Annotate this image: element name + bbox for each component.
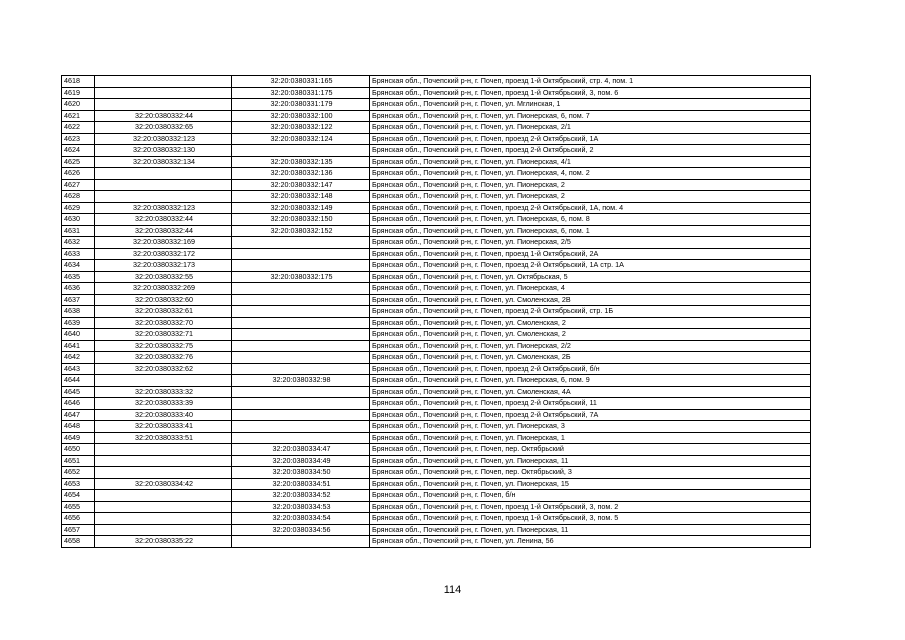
cadastral-number-cell bbox=[95, 501, 232, 513]
table-row bbox=[62, 478, 811, 490]
registry-table bbox=[61, 75, 811, 548]
cadastral-number-cell: 32:20:0380332:62 bbox=[95, 363, 232, 375]
row-number-cell: 4623 bbox=[62, 133, 95, 145]
object-cadastral-number-cell: 32:20:0380334:51 bbox=[232, 478, 370, 490]
table-row bbox=[62, 283, 811, 295]
address-cell: Брянская обл., Почепский р-н, г. Почеп, проезд 2-й Октябрьский, 1А, пом. 4 bbox=[370, 202, 811, 214]
address-cell: Брянская обл., Почепский р-н, г. Почеп, проезд 1-й Октябрьский, 3, пом. 2 bbox=[370, 501, 811, 513]
object-cadastral-number-cell bbox=[232, 386, 370, 398]
address-cell: Брянская обл., Почепский р-н, г. Почеп, проезд 1-й Октябрьский, 3, пом. 6 bbox=[370, 87, 811, 99]
row-number-cell: 4618 bbox=[62, 76, 95, 88]
row-number-cell: 4648 bbox=[62, 421, 95, 433]
object-cadastral-number-cell bbox=[232, 536, 370, 548]
address-cell: Брянская обл., Почепский р-н, г. Почеп, ул. Смоленская, 2Б bbox=[370, 352, 811, 364]
object-cadastral-number-cell: 32:20:0380334:47 bbox=[232, 444, 370, 456]
row-number-cell: 4657 bbox=[62, 524, 95, 536]
address-cell: Брянская обл., Почепский р-н, г. Почеп, ул. Пионерская, 1 bbox=[370, 432, 811, 444]
object-cadastral-number-cell: 32:20:0380332:136 bbox=[232, 168, 370, 180]
row-number-cell: 4636 bbox=[62, 283, 95, 295]
table-row bbox=[62, 237, 811, 249]
object-cadastral-number-cell: 32:20:0380331:165 bbox=[232, 76, 370, 88]
address-cell: Брянская обл., Почепский р-н, г. Почеп, ул. Пионерская, 4, пом. 2 bbox=[370, 168, 811, 180]
object-cadastral-number-cell: 32:20:0380332:147 bbox=[232, 179, 370, 191]
object-cadastral-number-cell: 32:20:0380332:122 bbox=[232, 122, 370, 134]
row-number-cell: 4621 bbox=[62, 110, 95, 122]
address-cell: Брянская обл., Почепский р-н, г. Почеп, ул. Пионерская, 2/1 bbox=[370, 122, 811, 134]
table-row bbox=[62, 490, 811, 502]
address-cell: Брянская обл., Почепский р-н, г. Почеп, пер. Октябрьский, 3 bbox=[370, 467, 811, 479]
row-number-cell: 4620 bbox=[62, 99, 95, 111]
address-cell: Брянская обл., Почепский р-н, г. Почеп, ул. Смоленская, 2 bbox=[370, 317, 811, 329]
row-number-cell: 4641 bbox=[62, 340, 95, 352]
address-cell: Брянская обл., Почепский р-н, г. Почеп, ул. Пионерская, 6, пом. 9 bbox=[370, 375, 811, 387]
cadastral-number-cell: 32:20:0380334:42 bbox=[95, 478, 232, 490]
object-cadastral-number-cell: 32:20:0380334:56 bbox=[232, 524, 370, 536]
row-number-cell: 4637 bbox=[62, 294, 95, 306]
address-cell: Брянская обл., Почепский р-н, г. Почеп, проезд 2-й Октябрьский, 7А bbox=[370, 409, 811, 421]
row-number-cell: 4633 bbox=[62, 248, 95, 260]
table-row bbox=[62, 409, 811, 421]
object-cadastral-number-cell: 32:20:0380332:152 bbox=[232, 225, 370, 237]
cadastral-number-cell: 32:20:0380332:173 bbox=[95, 260, 232, 272]
cadastral-number-cell: 32:20:0380332:130 bbox=[95, 145, 232, 157]
table-row bbox=[62, 168, 811, 180]
cadastral-number-cell: 32:20:0380332:44 bbox=[95, 225, 232, 237]
table-row bbox=[62, 225, 811, 237]
object-cadastral-number-cell bbox=[232, 306, 370, 318]
row-number-cell: 4644 bbox=[62, 375, 95, 387]
table-row bbox=[62, 248, 811, 260]
address-cell: Брянская обл., Почепский р-н, г. Почеп, ул. Пионерская, 4 bbox=[370, 283, 811, 295]
address-cell: Брянская обл., Почепский р-н, г. Почеп, ул. Пионерская, 2/5 bbox=[370, 237, 811, 249]
object-cadastral-number-cell: 32:20:0380334:53 bbox=[232, 501, 370, 513]
row-number-cell: 4624 bbox=[62, 145, 95, 157]
cadastral-number-cell: 32:20:0380332:70 bbox=[95, 317, 232, 329]
table-row bbox=[62, 271, 811, 283]
registry-table-body bbox=[62, 76, 811, 548]
table-row bbox=[62, 432, 811, 444]
cadastral-number-cell bbox=[95, 524, 232, 536]
table-row bbox=[62, 76, 811, 88]
table-row bbox=[62, 202, 811, 214]
table-row bbox=[62, 122, 811, 134]
table-row bbox=[62, 501, 811, 513]
object-cadastral-number-cell bbox=[232, 294, 370, 306]
address-cell: Брянская обл., Почепский р-н, г. Почеп, проезд 2-й Октябрьский, стр. 1Б bbox=[370, 306, 811, 318]
cadastral-number-cell: 32:20:0380332:169 bbox=[95, 237, 232, 249]
address-cell: Брянская обл., Почепский р-н, г. Почеп, проезд 2-й Октябрьский, 2 bbox=[370, 145, 811, 157]
address-cell: Брянская обл., Почепский р-н, г. Почеп, ул. Пионерская, 2/2 bbox=[370, 340, 811, 352]
object-cadastral-number-cell bbox=[232, 237, 370, 249]
table-row bbox=[62, 156, 811, 168]
cadastral-number-cell: 32:20:0380332:60 bbox=[95, 294, 232, 306]
table-row bbox=[62, 536, 811, 548]
address-cell: Брянская обл., Почепский р-н, г. Почеп, ул. Пионерская, 3 bbox=[370, 421, 811, 433]
cadastral-number-cell bbox=[95, 513, 232, 525]
table-row bbox=[62, 467, 811, 479]
row-number-cell: 4629 bbox=[62, 202, 95, 214]
object-cadastral-number-cell bbox=[232, 421, 370, 433]
object-cadastral-number-cell: 32:20:0380332:98 bbox=[232, 375, 370, 387]
table-row bbox=[62, 133, 811, 145]
table-row bbox=[62, 386, 811, 398]
address-cell: Брянская обл., Почепский р-н, г. Почеп, ул. Пионерская, 4/1 bbox=[370, 156, 811, 168]
cadastral-number-cell: 32:20:0380332:123 bbox=[95, 202, 232, 214]
object-cadastral-number-cell bbox=[232, 317, 370, 329]
table-row bbox=[62, 145, 811, 157]
address-cell: Брянская обл., Почепский р-н, г. Почеп, ул. Ленина, 56 bbox=[370, 536, 811, 548]
address-cell: Брянская обл., Почепский р-н, г. Почеп, б/н bbox=[370, 490, 811, 502]
cadastral-number-cell: 32:20:0380332:76 bbox=[95, 352, 232, 364]
row-number-cell: 4640 bbox=[62, 329, 95, 341]
table-row bbox=[62, 99, 811, 111]
cadastral-number-cell: 32:20:0380332:172 bbox=[95, 248, 232, 260]
cadastral-number-cell bbox=[95, 467, 232, 479]
cadastral-number-cell: 32:20:0380335:22 bbox=[95, 536, 232, 548]
object-cadastral-number-cell: 32:20:0380334:49 bbox=[232, 455, 370, 467]
object-cadastral-number-cell bbox=[232, 283, 370, 295]
cadastral-number-cell: 32:20:0380333:51 bbox=[95, 432, 232, 444]
address-cell: Брянская обл., Почепский р-н, г. Почеп, проезд 2-й Октябрьский, 1А стр. 1А bbox=[370, 260, 811, 272]
address-cell: Брянская обл., Почепский р-н, г. Почеп, пер. Октябрьский bbox=[370, 444, 811, 456]
row-number-cell: 4643 bbox=[62, 363, 95, 375]
object-cadastral-number-cell: 32:20:0380334:54 bbox=[232, 513, 370, 525]
row-number-cell: 4634 bbox=[62, 260, 95, 272]
row-number-cell: 4630 bbox=[62, 214, 95, 226]
object-cadastral-number-cell: 32:20:0380332:124 bbox=[232, 133, 370, 145]
address-cell: Брянская обл., Почепский р-н, г. Почеп, ул. Мглинская, 1 bbox=[370, 99, 811, 111]
object-cadastral-number-cell: 32:20:0380332:175 bbox=[232, 271, 370, 283]
address-cell: Брянская обл., Почепский р-н, г. Почеп, ул. Смоленская, 2 bbox=[370, 329, 811, 341]
table-row bbox=[62, 87, 811, 99]
cadastral-number-cell bbox=[95, 87, 232, 99]
table-row bbox=[62, 455, 811, 467]
object-cadastral-number-cell bbox=[232, 409, 370, 421]
table-row bbox=[62, 191, 811, 203]
row-number-cell: 4654 bbox=[62, 490, 95, 502]
row-number-cell: 4642 bbox=[62, 352, 95, 364]
address-cell: Брянская обл., Почепский р-н, г. Почеп, ул. Пионерская, 11 bbox=[370, 524, 811, 536]
table-row bbox=[62, 352, 811, 364]
table-row bbox=[62, 260, 811, 272]
object-cadastral-number-cell: 32:20:0380332:100 bbox=[232, 110, 370, 122]
object-cadastral-number-cell: 32:20:0380331:179 bbox=[232, 99, 370, 111]
cadastral-number-cell bbox=[95, 444, 232, 456]
address-cell: Брянская обл., Почепский р-н, г. Почеп, ул. Смоленская, 4А bbox=[370, 386, 811, 398]
object-cadastral-number-cell bbox=[232, 340, 370, 352]
table-row bbox=[62, 375, 811, 387]
table-row bbox=[62, 214, 811, 226]
cadastral-number-cell: 32:20:0380332:65 bbox=[95, 122, 232, 134]
row-number-cell: 4628 bbox=[62, 191, 95, 203]
address-cell: Брянская обл., Почепский р-н, г. Почеп, проезд 1-й Октябрьский, 2А bbox=[370, 248, 811, 260]
row-number-cell: 4651 bbox=[62, 455, 95, 467]
table-row bbox=[62, 179, 811, 191]
row-number-cell: 4635 bbox=[62, 271, 95, 283]
table-row bbox=[62, 329, 811, 341]
address-cell: Брянская обл., Почепский р-н, г. Почеп, ул. Пионерская, 2 bbox=[370, 191, 811, 203]
row-number-cell: 4653 bbox=[62, 478, 95, 490]
row-number-cell: 4658 bbox=[62, 536, 95, 548]
row-number-cell: 4625 bbox=[62, 156, 95, 168]
cadastral-number-cell: 32:20:0380332:44 bbox=[95, 214, 232, 226]
address-cell: Брянская обл., Почепский р-н, г. Почеп, ул. Пионерская, 2 bbox=[370, 179, 811, 191]
object-cadastral-number-cell bbox=[232, 363, 370, 375]
table-row bbox=[62, 398, 811, 410]
object-cadastral-number-cell bbox=[232, 248, 370, 260]
cadastral-number-cell bbox=[95, 191, 232, 203]
address-cell: Брянская обл., Почепский р-н, г. Почеп, ул. Пионерская, 15 bbox=[370, 478, 811, 490]
address-cell: Брянская обл., Почепский р-н, г. Почеп, проезд 1-й Октябрьский, 3, пом. 5 bbox=[370, 513, 811, 525]
row-number-cell: 4655 bbox=[62, 501, 95, 513]
table-row bbox=[62, 421, 811, 433]
object-cadastral-number-cell bbox=[232, 260, 370, 272]
cadastral-number-cell: 32:20:0380333:41 bbox=[95, 421, 232, 433]
row-number-cell: 4650 bbox=[62, 444, 95, 456]
address-cell: Брянская обл., Почепский р-н, г. Почеп, ул. Пионерская, 11 bbox=[370, 455, 811, 467]
cadastral-number-cell: 32:20:0380332:55 bbox=[95, 271, 232, 283]
address-cell: Брянская обл., Почепский р-н, г. Почеп, ул. Пионерская, 6, пом. 7 bbox=[370, 110, 811, 122]
cadastral-number-cell bbox=[95, 179, 232, 191]
cadastral-number-cell: 32:20:0380333:39 bbox=[95, 398, 232, 410]
cadastral-number-cell: 32:20:0380332:134 bbox=[95, 156, 232, 168]
table-row bbox=[62, 444, 811, 456]
object-cadastral-number-cell bbox=[232, 398, 370, 410]
object-cadastral-number-cell: 32:20:0380332:135 bbox=[232, 156, 370, 168]
object-cadastral-number-cell bbox=[232, 432, 370, 444]
table-row bbox=[62, 317, 811, 329]
table-row bbox=[62, 363, 811, 375]
object-cadastral-number-cell bbox=[232, 145, 370, 157]
row-number-cell: 4638 bbox=[62, 306, 95, 318]
row-number-cell: 4627 bbox=[62, 179, 95, 191]
object-cadastral-number-cell: 32:20:0380332:148 bbox=[232, 191, 370, 203]
row-number-cell: 4639 bbox=[62, 317, 95, 329]
address-cell: Брянская обл., Почепский р-н, г. Почеп, проезд 2-й Октябрьский, 11 bbox=[370, 398, 811, 410]
object-cadastral-number-cell: 32:20:0380331:175 bbox=[232, 87, 370, 99]
cadastral-number-cell: 32:20:0380332:269 bbox=[95, 283, 232, 295]
cadastral-number-cell: 32:20:0380332:75 bbox=[95, 340, 232, 352]
address-cell: Брянская обл., Почепский р-н, г. Почеп, проезд 2-й Октябрьский, 1А bbox=[370, 133, 811, 145]
row-number-cell: 4622 bbox=[62, 122, 95, 134]
object-cadastral-number-cell: 32:20:0380334:50 bbox=[232, 467, 370, 479]
table-row bbox=[62, 340, 811, 352]
row-number-cell: 4619 bbox=[62, 87, 95, 99]
cadastral-number-cell bbox=[95, 375, 232, 387]
row-number-cell: 4652 bbox=[62, 467, 95, 479]
cadastral-number-cell: 32:20:0380333:32 bbox=[95, 386, 232, 398]
object-cadastral-number-cell bbox=[232, 329, 370, 341]
object-cadastral-number-cell bbox=[232, 352, 370, 364]
cadastral-number-cell: 32:20:0380332:61 bbox=[95, 306, 232, 318]
object-cadastral-number-cell: 32:20:0380332:149 bbox=[232, 202, 370, 214]
object-cadastral-number-cell: 32:20:0380332:150 bbox=[232, 214, 370, 226]
table-row bbox=[62, 294, 811, 306]
row-number-cell: 4631 bbox=[62, 225, 95, 237]
row-number-cell: 4647 bbox=[62, 409, 95, 421]
cadastral-number-cell: 32:20:0380332:71 bbox=[95, 329, 232, 341]
table-row bbox=[62, 306, 811, 318]
row-number-cell: 4649 bbox=[62, 432, 95, 444]
cadastral-number-cell: 32:20:0380332:123 bbox=[95, 133, 232, 145]
address-cell: Брянская обл., Почепский р-н, г. Почеп, ул. Октябрьская, 5 bbox=[370, 271, 811, 283]
address-cell: Брянская обл., Почепский р-н, г. Почеп, ул. Смоленская, 2В bbox=[370, 294, 811, 306]
cadastral-number-cell bbox=[95, 99, 232, 111]
cadastral-number-cell bbox=[95, 490, 232, 502]
page-number: 114 bbox=[443, 584, 462, 596]
table-row bbox=[62, 110, 811, 122]
table-row bbox=[62, 513, 811, 525]
address-cell: Брянская обл., Почепский р-н, г. Почеп, ул. Пионерская, 6, пом. 8 bbox=[370, 214, 811, 226]
address-cell: Брянская обл., Почепский р-н, г. Почеп, проезд 1-й Октябрьский, стр. 4, пом. 1 bbox=[370, 76, 811, 88]
row-number-cell: 4656 bbox=[62, 513, 95, 525]
row-number-cell: 4646 bbox=[62, 398, 95, 410]
address-cell: Брянская обл., Почепский р-н, г. Почеп, проезд 2-й Октябрьский, б/н bbox=[370, 363, 811, 375]
object-cadastral-number-cell: 32:20:0380334:52 bbox=[232, 490, 370, 502]
cadastral-number-cell bbox=[95, 168, 232, 180]
table-row bbox=[62, 524, 811, 536]
cadastral-number-cell bbox=[95, 76, 232, 88]
row-number-cell: 4626 bbox=[62, 168, 95, 180]
address-cell: Брянская обл., Почепский р-н, г. Почеп, ул. Пионерская, 6, пом. 1 bbox=[370, 225, 811, 237]
cadastral-number-cell: 32:20:0380333:40 bbox=[95, 409, 232, 421]
cadastral-number-cell bbox=[95, 455, 232, 467]
row-number-cell: 4632 bbox=[62, 237, 95, 249]
row-number-cell: 4645 bbox=[62, 386, 95, 398]
cadastral-number-cell: 32:20:0380332:44 bbox=[95, 110, 232, 122]
